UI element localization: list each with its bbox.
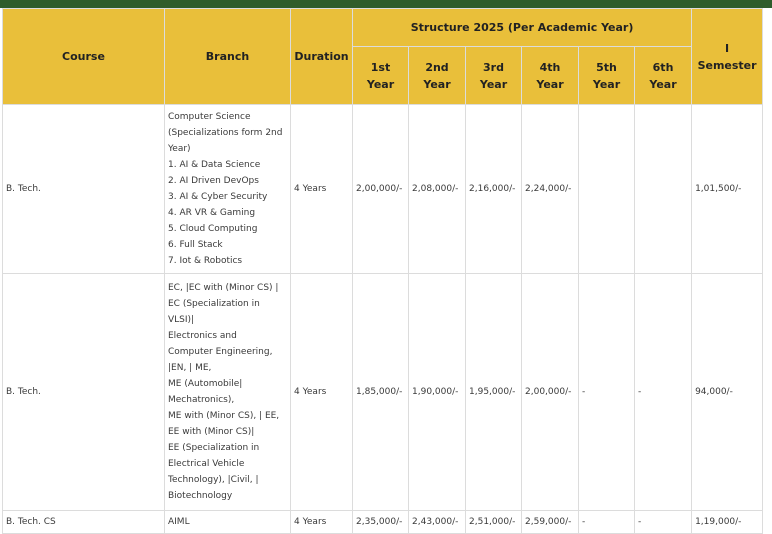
cell-year-6-fee: - <box>635 274 692 511</box>
header-first-semester-numeral: I <box>725 41 730 55</box>
header-year-4: 4th Year <box>522 47 579 105</box>
header-year-5: 5th Year <box>579 47 635 105</box>
cell-year-3-fee: 1,95,000/- <box>466 274 522 511</box>
cell-duration: 4 Years <box>291 105 353 274</box>
fee-structure-table <box>2 8 763 534</box>
header-course: Course <box>3 9 165 105</box>
cell-year-4-fee: 2,59,000/- <box>522 511 579 534</box>
cell-year-1-fee: 1,85,000/- <box>353 274 409 511</box>
header-year-3: 3rd Year <box>466 47 522 105</box>
table-row <box>3 511 763 534</box>
cell-course: B. Tech. <box>3 274 165 511</box>
cell-first-semester-fee: 1,19,000/- <box>692 511 763 534</box>
cell-duration: 4 Years <box>291 274 353 511</box>
cell-branch: EC, |EC with (Minor CS) | EC (Specialization in VLSI)| Electronics and Computer Engineering, |EN, | ME, ME (Automobile| Mechatronics), ME with (Minor CS), | EE, EE with (Minor CS)| EE (Specialization in Electrical Vehicle Technology), |Civil, | Biotechnology <box>165 274 291 511</box>
cell-year-3-fee: 2,16,000/- <box>466 105 522 274</box>
cell-year-5-fee <box>579 105 635 274</box>
cell-course: B. Tech. <box>3 105 165 274</box>
cell-course: B. Tech. CS <box>3 511 165 534</box>
cell-branch: Computer Science (Specializations form 2nd Year) 1. AI & Data Science 2. AI Driven DevOps 3. AI & Cyber Security 4. AR VR & Gaming 5. Cloud Computing 6. Full Stack 7. Iot & Robotics <box>165 105 291 274</box>
cell-year-1-fee: 2,00,000/- <box>353 105 409 274</box>
cell-year-2-fee: 2,08,000/- <box>409 105 466 274</box>
cell-first-semester-fee: 1,01,500/- <box>692 105 763 274</box>
header-duration: Duration <box>291 9 353 105</box>
table-row <box>3 274 763 511</box>
cell-first-semester-fee: 94,000/- <box>692 274 763 511</box>
cell-year-1-fee: 2,35,000/- <box>353 511 409 534</box>
cell-year-2-fee: 1,90,000/- <box>409 274 466 511</box>
header-year-6: 6th Year <box>635 47 692 105</box>
header-first-semester <box>692 9 763 105</box>
cell-branch: AIML <box>165 511 291 534</box>
header-branch: Branch <box>165 9 291 105</box>
cell-year-6-fee <box>635 105 692 274</box>
cell-year-3-fee: 2,51,000/- <box>466 511 522 534</box>
cell-duration: 4 Years <box>291 511 353 534</box>
cell-year-5-fee: - <box>579 274 635 511</box>
cell-year-4-fee: 2,24,000/- <box>522 105 579 274</box>
cell-year-6-fee: - <box>635 511 692 534</box>
cell-year-5-fee: - <box>579 511 635 534</box>
top-accent-bar <box>0 0 772 8</box>
header-structure: Structure 2025 (Per Academic Year) <box>353 9 692 47</box>
table-row <box>3 105 763 274</box>
header-year-1: 1st Year <box>353 47 409 105</box>
header-first-semester-label: Semester <box>697 58 757 72</box>
cell-year-4-fee: 2,00,000/- <box>522 274 579 511</box>
header-year-2: 2nd Year <box>409 47 466 105</box>
cell-year-2-fee: 2,43,000/- <box>409 511 466 534</box>
